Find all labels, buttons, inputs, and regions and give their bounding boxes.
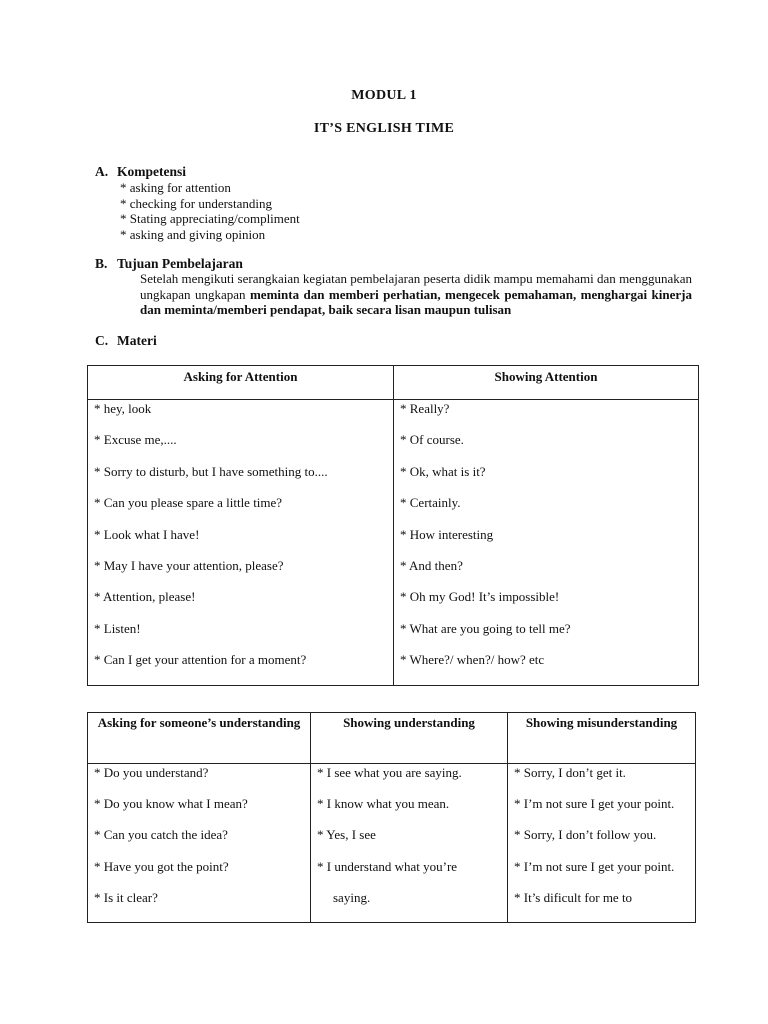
competency-list: [120, 180, 300, 242]
section-b-heading: [95, 256, 243, 272]
module-number: MODUL 1: [351, 88, 417, 103]
list-item: * Look what I have!: [88, 528, 393, 559]
section-c-heading: [95, 333, 157, 349]
list-item: * Can I get your attention for a moment?: [88, 653, 393, 684]
list-item: * Stating appreciating/compliment: [120, 211, 300, 227]
list-item: * Have you got the point?: [88, 860, 310, 891]
list-item: * Certainly.: [394, 496, 698, 527]
list-item: * checking for understanding: [120, 196, 300, 212]
list-item: * Oh my God! It’s impossible!: [394, 590, 698, 621]
list-item: * Is it clear?: [88, 891, 310, 922]
list-item: * Do you know what I mean?: [88, 797, 310, 828]
list-item: * I’m not sure I get your point.: [508, 797, 695, 828]
list-item: * And then?: [394, 559, 698, 590]
objective-bold-text: meminta dan memberi perhatian, mengecek pemahaman, menghargai kinerja dan meminta/memberi pendapat, baik secara lisan maupun tulisan: [140, 286, 692, 317]
list-item: * Of course.: [394, 433, 698, 464]
asking-attention-cell: [88, 400, 394, 686]
list-item: * May I have your attention, please?: [88, 559, 393, 590]
learning-objective-paragraph: [140, 271, 692, 318]
list-item: * Listen!: [88, 622, 393, 653]
column-header: Showing Attention: [394, 366, 699, 400]
list-item: * Attention, please!: [88, 590, 393, 621]
table-row: [88, 764, 696, 923]
list-item: * Where?/ when?/ how? etc: [394, 653, 698, 684]
section-b-letter: B.: [95, 256, 108, 271]
list-item: * Can you catch the idea?: [88, 828, 310, 859]
objective-text: Setelah mengikuti serangkaian kegiatan pembelajaran peserta didik mampu memahami dan menggunakan ungkapan ungkapan: [140, 271, 692, 302]
asking-understanding-cell: [88, 764, 311, 923]
list-item: * Excuse me,....: [88, 433, 393, 464]
document-title: IT’S ENGLISH TIME: [313, 121, 455, 136]
list-item: * I’m not sure I get your point.: [508, 860, 695, 891]
list-item: * asking and giving opinion: [120, 227, 300, 243]
list-item: * Sorry, I don’t follow you.: [508, 828, 695, 859]
table-row: [88, 400, 699, 686]
section-c-title: Materi: [117, 333, 157, 348]
understanding-table: [87, 712, 696, 923]
list-item-continuation: saying.: [333, 889, 371, 905]
list-item: * Really?: [394, 402, 698, 433]
column-header: Asking for someone’s understanding: [88, 713, 311, 764]
column-header: Showing understanding: [311, 713, 508, 764]
list-item: * Can you please spare a little time?: [88, 496, 393, 527]
showing-attention-cell: [394, 400, 699, 686]
column-header: Showing misunderstanding: [508, 713, 696, 764]
list-item: * How interesting: [394, 528, 698, 559]
list-item: * I understand what you’re: [311, 860, 507, 891]
showing-understanding-cell: [311, 764, 508, 923]
section-b-title: Tujuan Pembelajaran: [117, 256, 243, 271]
list-item: * asking for attention: [120, 180, 300, 196]
table-header-row: [88, 366, 699, 400]
list-item: * Ok, what is it?: [394, 465, 698, 496]
list-item: * hey, look: [88, 402, 393, 433]
attention-table: [87, 365, 699, 686]
section-c-letter: C.: [95, 333, 109, 348]
section-a-title: Kompetensi: [117, 164, 186, 179]
section-a-heading: [95, 164, 186, 180]
table-header-row: [88, 713, 696, 764]
showing-misunderstanding-cell: [508, 764, 696, 923]
list-item: * Yes, I see: [311, 828, 507, 859]
list-item: * It’s dificult for me to: [508, 891, 695, 922]
section-a-letter: A.: [95, 164, 109, 179]
list-item: * Sorry to disturb, but I have something to....: [88, 465, 393, 496]
list-item: * I know what you mean.: [311, 797, 507, 828]
list-item: * I see what you are saying.: [311, 766, 507, 797]
list-item: * What are you going to tell me?: [394, 622, 698, 653]
list-item: * Do you understand?: [88, 766, 310, 797]
list-item: * Sorry, I don’t get it.: [508, 766, 695, 797]
column-header: Asking for Attention: [88, 366, 394, 400]
